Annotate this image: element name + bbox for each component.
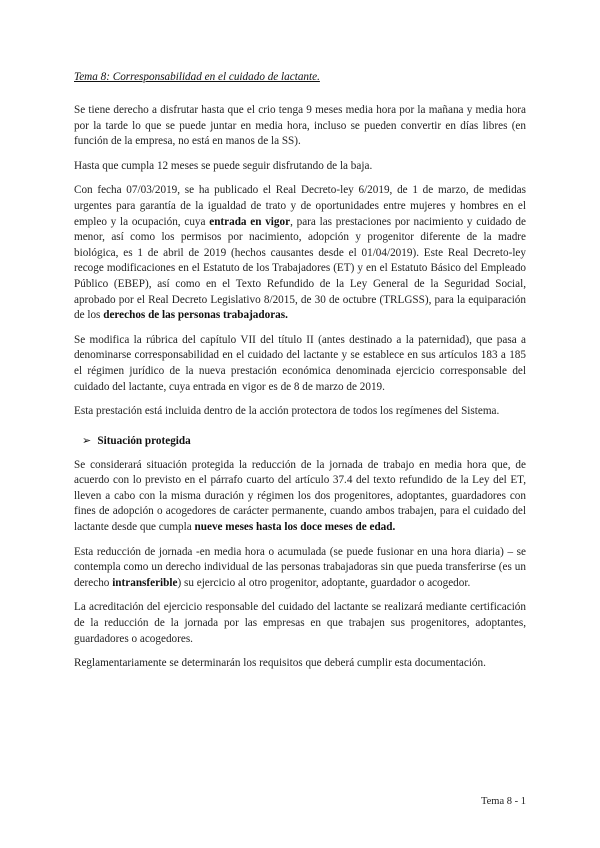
paragraph-5: Esta prestación está incluida dentro de la acción protectora de todos los regímenes del Sistema. [74,405,500,418]
paragraph-2: Hasta que cumpla 12 meses se puede seguir disfrutando de la baja. [74,159,373,172]
document-page [74,70,526,681]
paragraph-3-text-a: Con fecha 07/03/2019, se ha publicado el Real Decreto-ley 6/2019, de 1 de marzo, de medidas urgentes para garantía de la igualdad de trato y de oportunidades entre mujeres y hombres en el empleo y la ocupación, cuya [74,184,526,228]
paragraph-4: Se modifica la rúbrica del capítulo VII del título II (antes destinado a la paternidad), que pasa a denominarse corresponsabilidad en el cuidado del lactante y se establece en sus artículos 183 a 185 el régimen jurídico de la nueva prestación económica denominada ejercicio corresponsable del cuidado del lactante, cuya entrada en vigor es de 8 de marzo de 2019. [74,333,526,393]
paragraph-7-bold: intransferible [112,576,178,589]
section-heading-text: Situación protegida [97,434,191,447]
page-footer: Tema 8 - 1 [480,796,526,807]
paragraph-3-text-c: , para las prestaciones por nacimiento y cuidado de menor, así como los permisos por nacimiento, adopción y progenitor diferente de la madre biológica, es 1 de abril de 2019 (hechos causantes desde el 01/04/2019). Este Real Decreto-ley recoge modificaciones en el Estatuto de los Trabajadores (ET) y en el Estatuto Básico del Empleado Público (EBEP), así como en el Texto Refundido de la Ley General de la Seguridad Social, aprobado por el Real Decreto Legislativo 8/2015, de 30 de octubre (TRLGSS), para la equiparación de los [74,215,526,322]
paragraph-1: Se tiene derecho a disfrutar hasta que el crio tenga 9 meses media hora por la mañana y media hora por la tarde lo que se puede juntar en media hora, incluso se pueden convertir en días libres (en función de la empresa, no está en manos de la SS). [74,104,526,148]
paragraph-7 [74,545,526,592]
paragraph-6-bold: nueve meses hasta los doce meses de edad. [194,521,396,534]
paragraph-7-text-a: Esta reducción de jornada -en media hora o acumulada (se puede fusionar en una hora diaria) – se contempla como un derecho individual de las personas trabajadoras sin que pueda transferirse (es un derecho [74,545,526,589]
paragraph-3-bold-2: derechos de las personas trabajadoras. [103,309,288,322]
arrow-bullet-icon: ➢ [82,434,92,447]
paragraph-3-bold-1: entrada en vigor [209,215,291,228]
paragraph-6 [74,458,526,536]
paragraph-3 [74,183,526,323]
paragraph-6-text-a: Se considerará situación protegida la reducción de la jornada de trabajo en media hora que, de acuerdo con lo previsto en el párrafo cuarto del artículo 37.4 del texto refundido de la Ley del ET, lleven a cabo con la misma duración y régimen los dos progenitores, adoptantes, guardadores con fines de adopción o acogedores de carácter permanente, cuando ambos trabajen, para el cuidado del lactante desde que cumpla [74,458,526,534]
document-title: Tema 8: Corresponsabilidad en el cuidado de lactante. [74,71,320,83]
paragraph-7-text-c: ) su ejercicio al otro progenitor, adoptante, guardador o acogedor. [177,576,471,589]
section-heading [82,434,526,449]
paragraph-9: Reglamentariamente se determinarán los requisitos que deberá cumplir esta documentación. [74,657,486,670]
paragraph-8: La acreditación del ejercicio responsable del cuidado del lactante se realizará mediante certificación de la reducción de la jornada por las empresas en que trabajen sus progenitores, adoptantes, guardadores o acogedores. [74,601,526,645]
